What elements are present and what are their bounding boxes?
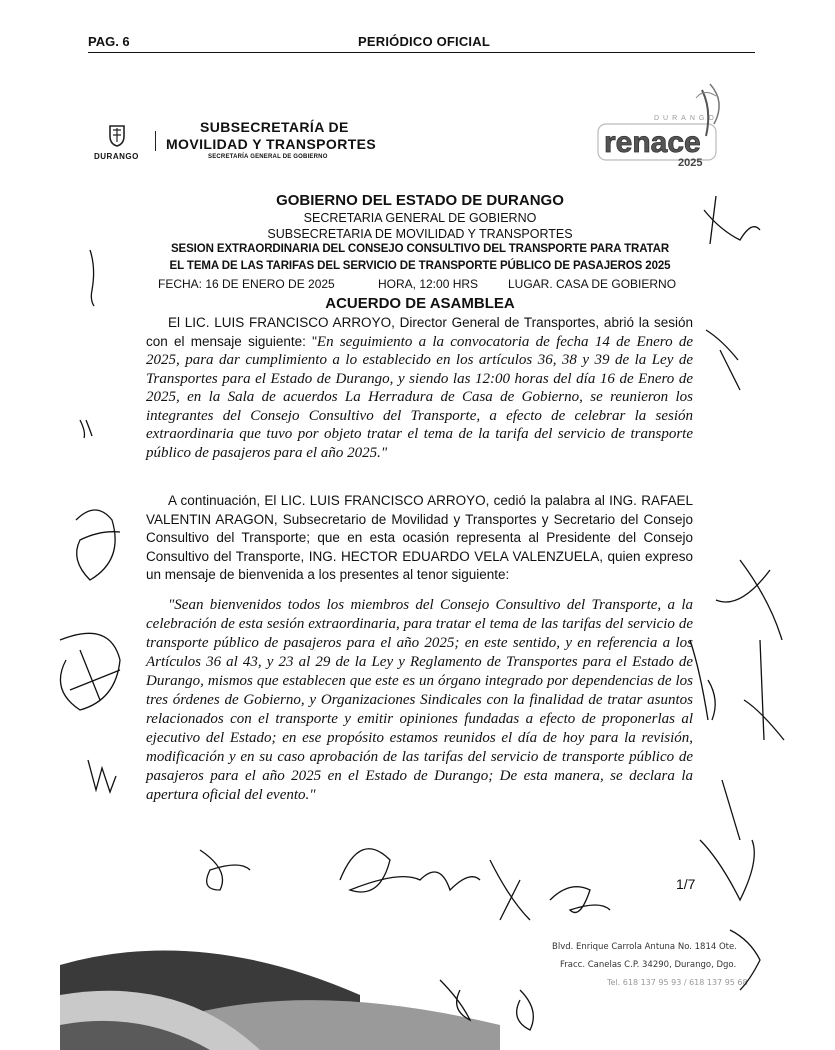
title-line-5: EL TEMA DE LAS TARIFAS DEL SERVICIO DE TRANSPORTE PÚBLICO DE PASAJEROS 2025	[169, 260, 671, 272]
title-line-3: SUBSECRETARIA DE MOVILIDAD Y TRANSPORTES	[267, 227, 573, 241]
footer-swoosh-graphic	[60, 905, 500, 1050]
header-rule	[88, 52, 755, 53]
page-count: 1/7	[676, 876, 696, 892]
paragraph-1-quote: En seguimiento a la convocatoria de fecha 14 de Enero de 2025, para dar cumplimiento a lo establecido en los artículos 36, 38 y 39 de la Ley de Transportes para el Estado de Durango, y siendo las 12:00 horas del día 16 de Enero de 2025, en la Sala de acuerdos La Herradura de Casa de Gobierno, se reunieron los integrantes del Consejo Consultivo del Transporte, a efecto de celebrar la sesión extraordinaria que tuvo por objeto tratar el tema de la tarifa del servicio de transporte público de pasajeros para el año 2025."	[146, 333, 693, 461]
org-line-3: SECRETARÍA GENERAL DE GOBIERNO	[208, 154, 328, 160]
renace-logo-top: DURANGO	[654, 115, 718, 122]
letterhead-divider	[155, 131, 156, 151]
org-line-2: MOVILIDAD Y TRANSPORTES	[166, 136, 377, 152]
title-line-2: SECRETARIA GENERAL DE GOBIERNO	[303, 211, 537, 225]
title-line-1: GOBIERNO DEL ESTADO DE DURANGO	[276, 192, 564, 209]
title-line-4: SESION EXTRAORDINARIA DEL CONSEJO CONSULTIVO DEL TRANSPORTE PARA TRATAR	[170, 243, 670, 255]
paragraph-1-lead: El LIC. LUIS FRANCISCO ARROYO, Director General de Transportes, abrió la sesión con el mensaje siguiente: "	[146, 315, 693, 349]
meeting-date: FECHA: 16 DE ENERO DE 2025	[158, 277, 335, 291]
paragraph-3: "Sean bienvenidos todos los miembros del Consejo Consultivo del Transporte, a la celebración de esta sesión extraordinaria, para tratar el tema de las tarifas del servicio de transporte público de pasajeros para el año 2025; en este sentido, y en referencia a los Artículos 36 al 43, y 23 al 29 de la Ley y Reglamento de Transportes para el Estado de Durango, mismos que establecen que este es un órgano integrado por dependencias de los tres órdenes de Gobierno, y Organizaciones Sindicales con la finalidad de tratar asuntos relacionados con el transporte y emitir opiniones fundadas a efecto de proponerlas al ejecutivo del Estado; en ese propósito estamos reunidos el día de hoy para la revisión, modificación y en su caso aprobación de las tarifas del servicio de transporte público de pasajeros para el año 2025 en el Estado de Durango; De esta manera, se declara la apertura oficial del evento."	[146, 597, 693, 803]
publication-title: PERIÓDICO OFICIAL	[358, 34, 490, 49]
agreement-heading: ACUERDO DE ASAMBLEA	[325, 295, 515, 312]
paragraph-1	[146, 314, 693, 462]
paragraph-2: A continuación, El LIC. LUIS FRANCISCO ARROYO, cedió la palabra al ING. RAFAEL VALENTIN ARAGON, Subsecretario de Movilidad y Transportes y Secretario del Consejo Consultivo del Transporte; que en esta ocasión representa al Presidente del Consejo Consultivo del Transporte, ING. HECTOR EDUARDO VELA VALENZUELA, quien expreso un mensaje de bienvenida a los presentes al tenor siguiente:	[146, 493, 693, 582]
meeting-place: LUGAR. CASA DE GOBIERNO	[508, 277, 677, 291]
page-header-label: PAG. 6	[88, 34, 130, 49]
crest-label: DURANGO	[94, 152, 139, 161]
address-line-2: Fracc. Canelas C.P. 34290, Durango, Dgo.	[560, 960, 737, 970]
renace-logo	[592, 80, 742, 178]
meeting-time: HORA, 12:00 HRS	[378, 277, 479, 291]
address-line-1: Blvd. Enrique Carrola Antuna No. 1814 Ote.	[552, 942, 737, 952]
renace-logo-main: renace	[604, 126, 701, 159]
durango-crest-icon	[104, 122, 130, 148]
org-line-1: SUBSECRETARÍA DE	[200, 119, 349, 135]
renace-logo-year: 2025	[678, 157, 703, 169]
phone-line: Tel. 618 137 95 93 / 618 137 95 68	[607, 978, 748, 987]
